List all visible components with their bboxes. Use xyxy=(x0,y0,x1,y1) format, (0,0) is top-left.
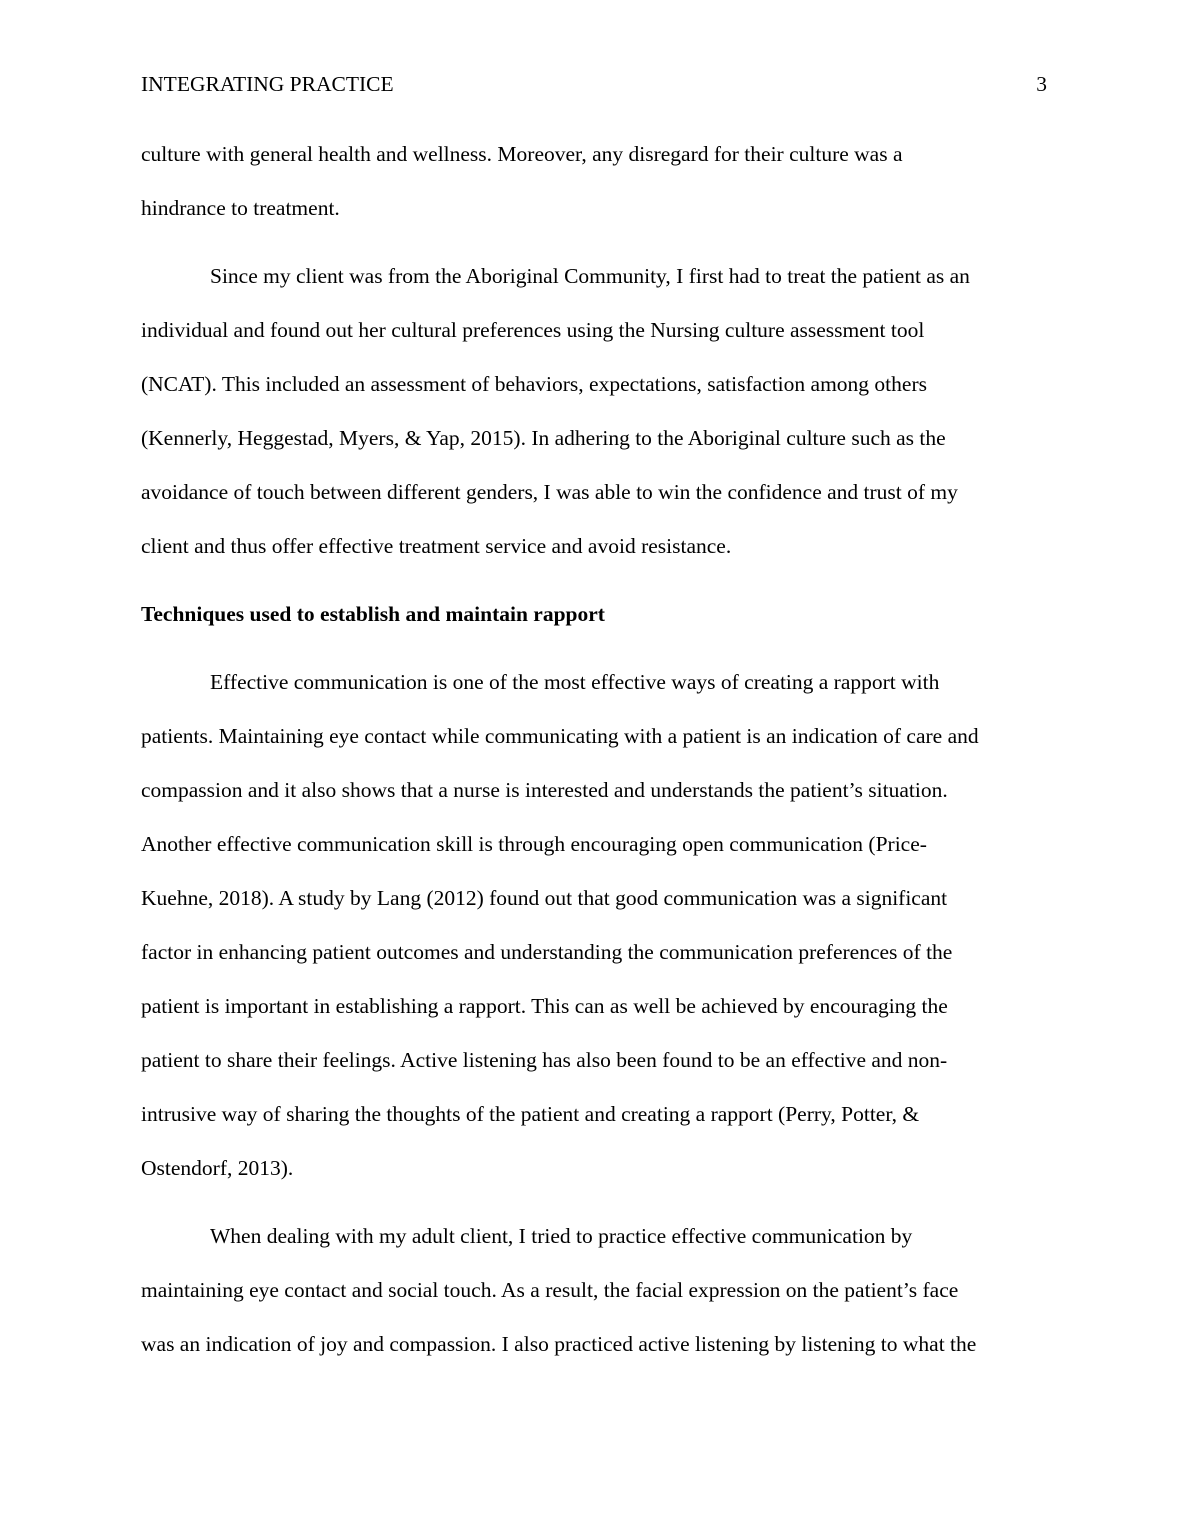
text-line: culture with general health and wellness. Moreover, any disregard for their culture was a xyxy=(141,142,903,166)
text-line: patient is important in establishing a rapport. This can as well be achieved by encouraging the xyxy=(141,994,948,1018)
paragraph-effective-communication xyxy=(141,655,1053,1195)
section-heading-text: Techniques used to establish and maintain rapport xyxy=(141,602,605,626)
text-line: Since my client was from the Aboriginal Community, I first had to treat the patient as an xyxy=(210,264,970,288)
text-line: Effective communication is one of the most effective ways of creating a rapport with xyxy=(210,670,940,694)
paragraph-adult-client xyxy=(141,1209,1053,1371)
text-line: factor in enhancing patient outcomes and understanding the communication preferences of the xyxy=(141,940,953,964)
running-head-title: INTEGRATING PRACTICE xyxy=(141,72,394,96)
running-head xyxy=(141,70,1047,98)
paragraph-continuation xyxy=(141,127,1053,235)
text-line: was an indication of joy and compassion. I also practiced active listening by listening to what the xyxy=(141,1332,977,1356)
section-heading xyxy=(141,587,1053,641)
text-line: maintaining eye contact and social touch. As a result, the facial expression on the patient’s face xyxy=(141,1278,959,1302)
document-body xyxy=(141,127,1053,1371)
text-line: compassion and it also shows that a nurse is interested and understands the patient’s situation. xyxy=(141,778,948,802)
text-line: Another effective communication skill is through encouraging open communication (Price- xyxy=(141,832,927,856)
text-line: Kuehne, 2018). A study by Lang (2012) found out that good communication was a significant xyxy=(141,886,948,910)
text-line: (NCAT). This included an assessment of behaviors, expectations, satisfaction among others xyxy=(141,372,927,396)
page-number: 3 xyxy=(1036,72,1047,96)
paragraph-aboriginal-client xyxy=(141,249,1053,573)
text-line: When dealing with my adult client, I tried to practice effective communication by xyxy=(210,1224,913,1248)
text-line: Ostendorf, 2013). xyxy=(141,1156,294,1180)
text-line: client and thus offer effective treatment service and avoid resistance. xyxy=(141,534,732,558)
text-line: individual and found out her cultural preferences using the Nursing culture assessment tool xyxy=(141,318,925,342)
text-line: patient to share their feelings. Active listening has also been found to be an effective and non- xyxy=(141,1048,948,1072)
text-line: hindrance to treatment. xyxy=(141,196,340,220)
text-line: (Kennerly, Heggestad, Myers, & Yap, 2015). In adhering to the Aboriginal culture such as the xyxy=(141,426,946,450)
text-line: intrusive way of sharing the thoughts of the patient and creating a rapport (Perry, Potter, & xyxy=(141,1102,920,1126)
text-line: patients. Maintaining eye contact while communicating with a patient is an indication of care and xyxy=(141,724,979,748)
text-line: avoidance of touch between different genders, I was able to win the confidence and trust of my xyxy=(141,480,958,504)
